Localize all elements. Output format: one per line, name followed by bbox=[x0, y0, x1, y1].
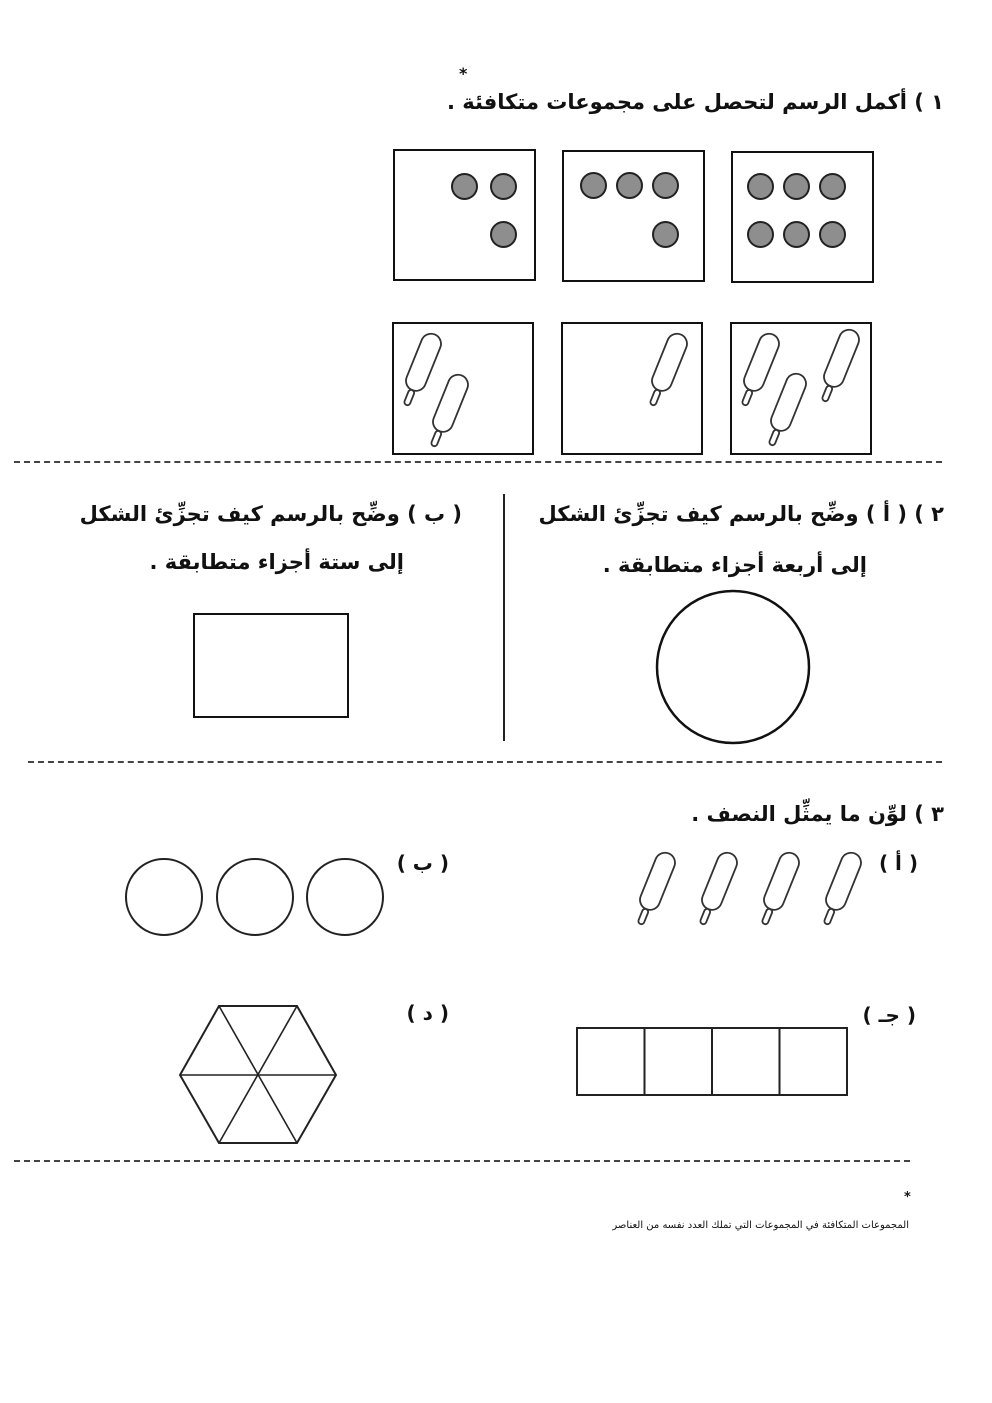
footnote-star: * bbox=[904, 1190, 911, 1205]
circle-shape[interactable] bbox=[307, 859, 383, 935]
q3-heading bbox=[691, 802, 944, 826]
q1-text: أكمل الرسم لتحصل على مجموعات متكافئة . bbox=[446, 90, 907, 114]
three-circles[interactable] bbox=[124, 857, 389, 939]
q1-star: * bbox=[459, 64, 468, 83]
divider-3 bbox=[14, 1160, 910, 1162]
q2-separator bbox=[503, 494, 505, 741]
dot-box-1 bbox=[731, 151, 874, 283]
popsicle-box-1 bbox=[730, 322, 872, 455]
dot bbox=[490, 221, 517, 248]
q3-number: ٣ ) bbox=[914, 802, 944, 826]
dot bbox=[490, 173, 517, 200]
rectangle-shape[interactable] bbox=[193, 613, 349, 718]
popsicle-box-2 bbox=[561, 322, 703, 455]
q3a-label: ( أ ) bbox=[878, 851, 918, 875]
popsicle-icon bbox=[397, 331, 444, 409]
dot bbox=[783, 221, 810, 248]
dot bbox=[747, 173, 774, 200]
popsicle-box-3 bbox=[392, 322, 534, 455]
q2b-line2: إلى ستة أجزاء متطابقة . bbox=[149, 550, 404, 574]
q2b-line1 bbox=[80, 502, 462, 526]
q3d-label: ( د ) bbox=[406, 1001, 449, 1025]
popsicle-icon bbox=[815, 327, 862, 405]
divider-2 bbox=[28, 761, 942, 763]
popsicle-icon bbox=[762, 371, 809, 449]
popsicle-icon bbox=[755, 850, 802, 928]
popsicle-icon bbox=[631, 850, 678, 928]
q2a-text: وضِّح بالرسم كيف تجزِّئ الشكل bbox=[538, 502, 859, 526]
popsicle-icon bbox=[424, 372, 471, 450]
dot-box-2 bbox=[562, 150, 705, 282]
popsicle-icon bbox=[693, 850, 740, 928]
q2b-text: وضِّح بالرسم كيف تجزِّئ الشكل bbox=[79, 502, 400, 526]
popsicle-icon bbox=[643, 331, 690, 409]
four-part-rectangle[interactable] bbox=[575, 1026, 850, 1098]
q2a-label: ( أ ) bbox=[865, 502, 907, 526]
dot-box-3 bbox=[393, 149, 536, 281]
circle-shape[interactable] bbox=[126, 859, 202, 935]
q2b-label: ( ب ) bbox=[407, 502, 462, 526]
q2a-line1 bbox=[539, 502, 945, 526]
footnote-text: المجموعات المتكافئة في المجموعات التي تملك العدد نفسه من العناصر bbox=[612, 1220, 909, 1231]
circle-shape[interactable] bbox=[217, 859, 293, 935]
dot bbox=[451, 173, 478, 200]
q3c-label: ( جـ ) bbox=[862, 1003, 916, 1027]
q2a-line2: إلى أربعة أجزاء متطابقة . bbox=[602, 553, 867, 577]
q1-number: ١ ) bbox=[914, 90, 944, 114]
q3-text: لوِّن ما يمثِّل النصف . bbox=[691, 802, 907, 826]
popsicle-icon bbox=[735, 331, 782, 409]
q1-heading bbox=[447, 90, 944, 114]
dot bbox=[652, 221, 679, 248]
dot bbox=[747, 221, 774, 248]
dot bbox=[652, 172, 679, 199]
dot bbox=[616, 172, 643, 199]
dot bbox=[819, 173, 846, 200]
dot bbox=[580, 172, 607, 199]
dot bbox=[819, 221, 846, 248]
q2-number: ٢ ) bbox=[914, 502, 944, 526]
popsicle-icon bbox=[817, 850, 864, 928]
circle-shape[interactable] bbox=[655, 590, 815, 750]
q3b-label: ( ب ) bbox=[396, 851, 449, 875]
divider-1 bbox=[14, 461, 942, 463]
popsicle-row[interactable] bbox=[628, 845, 878, 935]
dot bbox=[783, 173, 810, 200]
hexagon-shape[interactable] bbox=[178, 1004, 338, 1146]
